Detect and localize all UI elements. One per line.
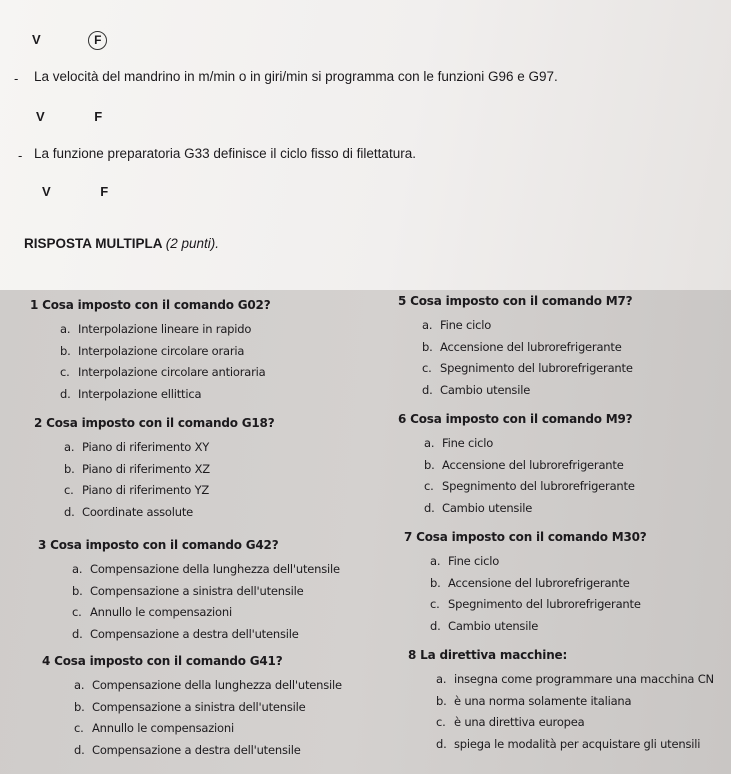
option-text: Accensione del lubrorefrigerante [440,339,622,354]
option-letter: a. [74,678,85,692]
false-option-circled[interactable]: F [88,31,107,50]
question-block [408,648,714,755]
option-text: Spegnimento del lubrorefrigerante [448,597,641,611]
question-number: 2 [34,416,43,430]
answer-option[interactable] [74,697,342,719]
statement-dash: - [14,71,19,86]
answer-option[interactable] [422,358,633,380]
option-text: Cambio utensile [440,382,531,397]
option-text: Spegnimento del lubrorefrigerante [440,361,633,375]
answer-option[interactable] [436,712,714,734]
option-text: Compensazione a sinistra dell'utensile [92,699,306,714]
answer-option[interactable] [64,502,274,524]
answer-option[interactable] [430,616,647,638]
true-option[interactable]: V [32,32,41,47]
option-letter: d. [422,382,433,397]
option-text: Piano di riferimento YZ [82,483,210,497]
option-letter: c. [60,365,70,379]
option-text: Compensazione a destra dell'utensile [92,742,301,757]
answer-option[interactable] [436,669,714,691]
option-text: Compensazione a sinistra dell'utensile [90,583,304,598]
option-text: Annullo le compensazioni [90,605,232,619]
question-number: 3 [38,538,47,552]
question-text: Cosa imposto con il comando G41? [54,654,283,668]
true-option[interactable]: V [36,109,45,124]
question-block [30,298,270,405]
true-option[interactable]: V [42,184,51,199]
question-title [404,530,647,544]
question-text: Cosa imposto con il comando G42? [50,538,279,552]
question-number: 1 [30,298,39,312]
option-text: Interpolazione lineare in rapido [78,322,252,336]
answer-option[interactable] [60,319,270,341]
answer-option[interactable] [424,433,635,455]
question-block [398,294,633,401]
question-text: Cosa imposto con il comando M9? [410,412,633,426]
answer-option[interactable] [422,337,633,359]
option-letter: a. [422,318,433,332]
option-letter: c. [72,605,82,619]
true-false-choice [36,109,102,124]
statement-text: La velocità del mandrino in m/min o in giri/min si programma con le funzioni G96 e G97. [34,69,558,84]
option-letter: b. [430,575,441,590]
answer-option[interactable] [74,718,342,740]
option-text: Coordinate assolute [82,504,194,519]
option-letter: a. [64,440,75,454]
option-text: Cambio utensile [448,618,539,633]
false-option[interactable]: F [94,109,103,124]
option-text: Compensazione a destra dell'utensile [90,626,299,641]
option-letter: b. [74,699,85,714]
option-letter: d. [424,500,435,515]
answer-option[interactable] [64,437,274,459]
option-letter: d. [64,504,75,519]
option-text: Fine ciclo [440,318,492,332]
option-text: è una norma solamente italiana [454,693,632,708]
option-text: Interpolazione circolare oraria [78,343,245,358]
question-text: Cosa imposto con il comando M30? [416,530,647,544]
option-letter: b. [424,457,435,472]
option-letter: a. [436,672,447,686]
question-title [34,416,274,430]
option-text: Fine ciclo [442,436,494,450]
option-text: Interpolazione ellittica [78,386,202,401]
option-letter: b. [422,339,433,354]
answer-option[interactable] [430,594,647,616]
question-title [30,298,270,312]
false-option[interactable]: F [100,184,109,199]
question-title [408,648,714,662]
question-text: Cosa imposto con il comando G02? [42,298,271,312]
answer-option[interactable] [72,624,340,646]
answer-option[interactable] [60,384,270,406]
option-letter: b. [436,693,447,708]
option-text: insegna come programmare una macchina CN [454,672,714,686]
option-letter: d. [74,742,85,757]
option-text: Accensione del lubrorefrigerante [448,575,630,590]
question-number: 5 [398,294,407,308]
answer-option[interactable] [430,551,647,573]
option-text: Piano di riferimento XZ [82,461,210,476]
option-text: Accensione del lubrorefrigerante [442,457,624,472]
answer-option[interactable] [424,455,635,477]
option-letter: a. [72,562,83,576]
true-false-choice [32,32,107,50]
answer-option[interactable] [60,341,270,363]
option-letter: c. [422,361,432,375]
option-text: spiega le modalità per acquistare gli utensili [454,736,701,751]
section-heading [24,236,219,251]
answer-option[interactable] [72,559,340,581]
answer-option[interactable] [436,734,714,756]
question-text: Cosa imposto con il comando M7? [410,294,633,308]
statement-dash: - [18,148,23,163]
answer-option[interactable] [72,602,340,624]
question-block [42,654,342,761]
option-letter: d. [430,618,441,633]
answer-option[interactable] [430,573,647,595]
answer-option[interactable] [424,498,635,520]
answer-option[interactable] [60,362,270,384]
answer-option[interactable] [64,480,274,502]
option-letter: c. [436,715,446,729]
option-text: Cambio utensile [442,500,533,515]
question-block [404,530,647,637]
option-text: è una direttiva europea [454,715,585,729]
option-letter: c. [424,479,434,493]
answer-option[interactable] [74,740,342,762]
question-text: Cosa imposto con il comando G18? [46,416,275,430]
option-letter: d. [436,736,447,751]
question-block [38,538,340,645]
question-number: 6 [398,412,407,426]
option-letter: b. [64,461,75,476]
option-letter: d. [72,626,83,641]
question-title [38,538,340,552]
option-letter: a. [430,554,441,568]
answer-option[interactable] [74,675,342,697]
option-letter: b. [72,583,83,598]
answer-option[interactable] [422,315,633,337]
option-text: Piano di riferimento XY [82,440,210,454]
section-points: (2 punti). [165,236,220,251]
question-block [398,412,635,519]
question-title [398,412,635,426]
option-letter: c. [64,483,74,497]
question-number: 8 [408,648,417,662]
question-number: 4 [42,654,51,668]
option-text: Interpolazione circolare antioraria [78,365,266,379]
option-letter: d. [60,386,71,401]
option-text: Compensazione della lunghezza dell'utensile [92,678,342,692]
true-false-choice [42,184,108,199]
question-title [398,294,633,308]
option-text: Spegnimento del lubrorefrigerante [442,479,635,493]
option-letter: a. [424,436,435,450]
answer-option[interactable] [64,459,274,481]
section-title: RISPOSTA MULTIPLA [24,236,162,251]
option-letter: c. [74,721,84,735]
option-letter: b. [60,343,71,358]
answer-option[interactable] [436,691,714,713]
answer-option[interactable] [72,581,340,603]
answer-option[interactable] [424,476,635,498]
question-text: La direttiva macchine: [420,648,568,662]
question-block [34,416,274,523]
option-letter: c. [430,597,440,611]
answer-option[interactable] [422,380,633,402]
question-title [42,654,342,668]
question-number: 7 [404,530,413,544]
statement-text: La funzione preparatoria G33 definisce il ciclo fisso di filettatura. [34,146,416,161]
option-text: Compensazione della lunghezza dell'utensile [90,562,340,576]
option-text: Fine ciclo [448,554,500,568]
option-text: Annullo le compensazioni [92,721,234,735]
option-letter: a. [60,322,71,336]
